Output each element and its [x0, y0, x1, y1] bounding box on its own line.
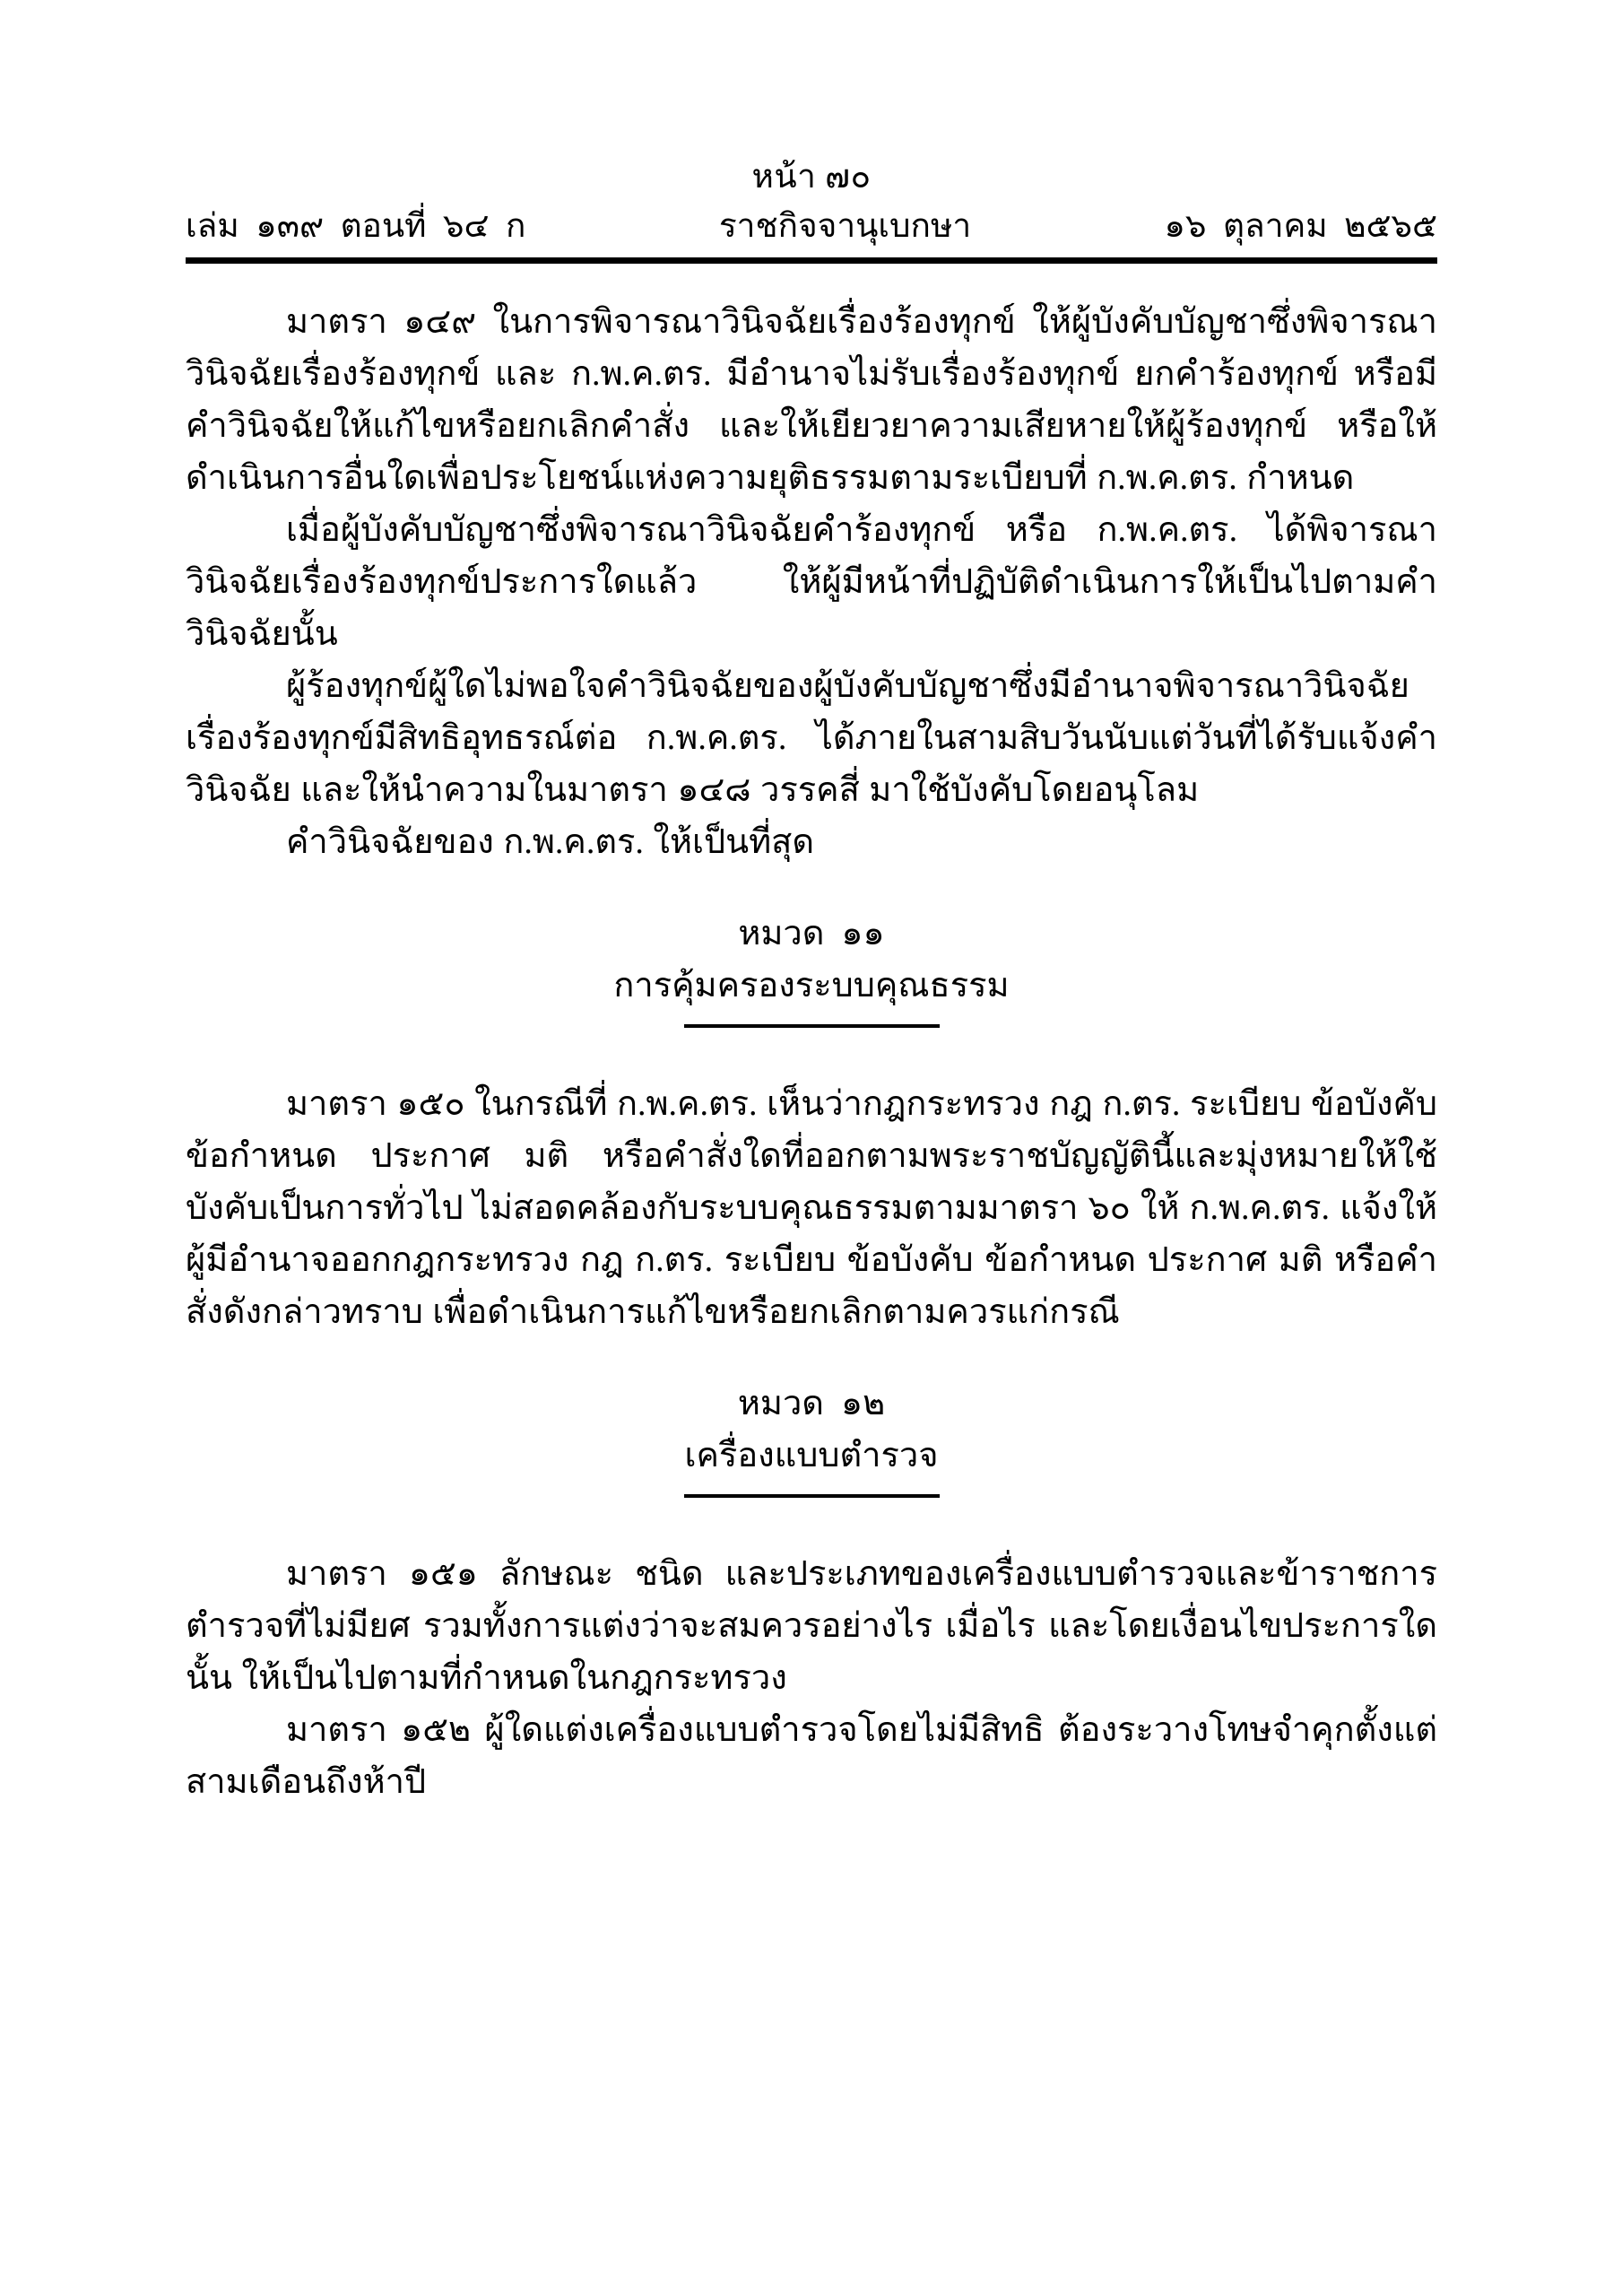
publication-date-label: ๑๖ ตุลาคม ๒๕๖๕ — [1164, 208, 1437, 246]
gazette-title: ราชกิจจานุเบกษา — [718, 208, 972, 246]
section-149-paragraph-3: ผู้ร้องทุกข์ผู้ใดไม่พอใจคำวินิจฉัยของผู้บังคับบัญชาซึ่งมีอำนาจพิจารณาวินิจฉัยเรื่องร้องทุกข์มีสิทธิอุทธรณ์ต่อ ก.พ.ค.ตร. ได้ภายในสามสิบวันนับแต่วันที่ได้รับแจ้งคำวินิจฉัย และให้นำความในมาตรา ๑๔๘ วรรคสี่ มาใช้บังคับโดยอนุโลม — [186, 667, 1437, 809]
chapter-11-title: การคุ้มครองระบบคุณธรรม — [613, 967, 1010, 1004]
chapter-12-title: เครื่องแบบตำรวจ — [684, 1437, 939, 1474]
section-151-paragraph-1: มาตรา ๑๕๑ ลักษณะ ชนิด และประเภทของเครื่องแบบตำรวจและข้าราชการตำรวจที่ไม่มียศ รวมทั้งการแต่งว่าจะสมควรอย่างไร เมื่อไร และโดยเงื่อนไขประการใดนั้น ให้เป็นไปตามที่กำหนดในกฎกระทรวง — [186, 1555, 1437, 1697]
section-152-paragraph-1: มาตรา ๑๕๒ ผู้ใดแต่งเครื่องแบบตำรวจโดยไม่มีสิทธิ ต้องระวางโทษจำคุกตั้งแต่สามเดือนถึงห้าปี — [186, 1711, 1437, 1801]
chapter-12-number: หมวด ๑๒ — [737, 1385, 886, 1422]
page-header — [186, 158, 1437, 248]
header-divider-rule — [186, 257, 1437, 264]
spacer-after-chapter-11 — [186, 1028, 1437, 1078]
section-149-paragraph-4: คำวินิจฉัยของ ก.พ.ค.ตร. ให้เป็นที่สุด — [286, 823, 815, 861]
chapter-12-heading — [186, 1378, 1437, 1498]
chapter-11-number: หมวด ๑๑ — [738, 915, 885, 952]
spacer-after-chapter-12 — [186, 1498, 1437, 1548]
section-149-paragraph-1: มาตรา ๑๔๙ ในการพิจารณาวินิจฉัยเรื่องร้องทุกข์ ให้ผู้บังคับบัญชาซึ่งพิจารณาวินิจฉัยเรื่องร้องทุกข์ และ ก.พ.ค.ตร. มีอำนาจไม่รับเรื่องร้องทุกข์ ยกคำร้องทุกข์ หรือมีคำวินิจฉัยให้แก้ไขหรือยกเลิกคำสั่ง และให้เยียวยาความเสียหายให้ผู้ร้องทุกข์ หรือให้ดำเนินการอื่นใดเพื่อประโยชน์แห่งความยุติธรรมตามระเบียบที่ ก.พ.ค.ตร. กำหนด — [186, 303, 1437, 497]
document-body — [186, 296, 1437, 1808]
volume-issue-label: เล่ม ๑๓๙ ตอนที่ ๖๔ ก — [186, 208, 526, 246]
spacer-before-chapter-11 — [186, 868, 1437, 908]
section-149-paragraph-2: เมื่อผู้บังคับบัญชาซึ่งพิจารณาวินิจฉัยคำร้องทุกข์ หรือ ก.พ.ค.ตร. ได้พิจารณาวินิจฉัยเรื่องร้องทุกข์ประการใดแล้ว ให้ผู้มีหน้าที่ปฏิบัติดำเนินการให้เป็นไปตามคำวินิจฉัยนั้น — [186, 511, 1437, 653]
spacer-before-chapter-12 — [186, 1338, 1437, 1378]
chapter-11-heading — [186, 908, 1437, 1028]
page-number-label: หน้า ๗๐ — [751, 159, 872, 196]
section-150-paragraph-1: มาตรา ๑๕๐ ในกรณีที่ ก.พ.ค.ตร. เห็นว่ากฎกระทรวง กฎ ก.ตร. ระเบียบ ข้อบังคับ ข้อกำหนด ประกาศ มติ หรือคำสั่งใดที่ออกตามพระราชบัญญัตินี้และมุ่งหมายให้ใช้บังคับเป็นการทั่วไป ไม่สอดคล้องกับระบบคุณธรรมตามมาตรา ๖๐ ให้ ก.พ.ค.ตร. แจ้งให้ผู้มีอำนาจออกกฎกระทรวง กฎ ก.ตร. ระเบียบ ข้อบังคับ ข้อกำหนด ประกาศ มติ หรือคำสั่งดังกล่าวทราบ เพื่อดำเนินการแก้ไขหรือยกเลิกตามควรแก่กรณี — [186, 1085, 1437, 1331]
header-meta-row — [186, 207, 1437, 247]
